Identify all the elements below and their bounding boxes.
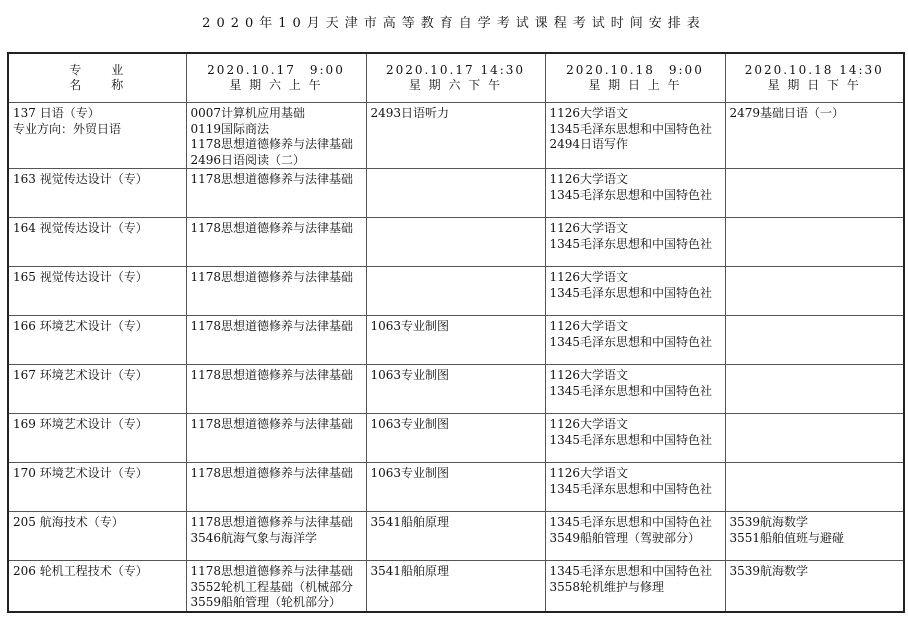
header-session-3 (545, 53, 725, 103)
session-day: 星 期 六 下 午 (408, 78, 503, 92)
major-name-line: 170 环境艺术设计（专） (13, 466, 148, 480)
major-cell (8, 169, 186, 218)
course-entry: 1345毛泽东思想和中国特色社 (549, 515, 713, 529)
course-entry: 1345毛泽东思想和中国特色社 (549, 564, 713, 578)
header-session-2 (366, 53, 545, 103)
course-entry: 1345毛泽东思想和中国特色社 (549, 121, 713, 136)
major-cell (8, 218, 186, 267)
course-entry: 2494日语写作 (549, 137, 629, 151)
course-entry: 2493日语听力 (370, 106, 450, 120)
major-name-line: 165 视觉传达设计（专） (13, 270, 148, 284)
session-4-cell (725, 267, 904, 316)
header-session-1 (186, 53, 366, 103)
table-row (8, 218, 904, 267)
major-cell (8, 267, 186, 316)
course-entry: 1063专业制图 (370, 417, 450, 431)
course-entry: 3552轮机工程基础（机械部分 (190, 579, 354, 594)
course-entry: 1126大学语文 (549, 106, 629, 120)
course-entry: 1126大学语文 (549, 417, 629, 431)
session-2-cell (366, 414, 545, 463)
session-1-cell (186, 316, 366, 365)
session-day: 星 期 日 上 午 (588, 78, 682, 92)
course-entry: 1345毛泽东思想和中国特色社 (549, 285, 713, 300)
major-cell (8, 365, 186, 414)
course-entry: 3551船舶值班与避碰 (729, 530, 845, 545)
table-row (8, 561, 904, 612)
course-entry: 1178思想道德修养与法律基础 (190, 564, 354, 578)
session-4-cell (725, 365, 904, 414)
session-1-cell (186, 218, 366, 267)
course-entry: 1178思想道德修养与法律基础 (190, 319, 354, 333)
table-row (8, 512, 904, 561)
course-entry: 3558轮机维护与修理 (549, 579, 665, 594)
major-name-line: 167 环境艺术设计（专） (13, 368, 148, 382)
session-4-cell (725, 512, 904, 561)
session-2-cell (366, 512, 545, 561)
major-cell (8, 316, 186, 365)
course-entry: 0007计算机应用基础 (190, 106, 306, 120)
major-cell (8, 463, 186, 512)
table-row (8, 365, 904, 414)
session-1-cell (186, 169, 366, 218)
session-1-cell (186, 561, 366, 612)
major-cell (8, 512, 186, 561)
major-name-line: 166 环境艺术设计（专） (13, 319, 148, 333)
session-4-cell (725, 169, 904, 218)
course-entry: 1126大学语文 (549, 466, 629, 480)
session-date: 2020.10.17 14:30 (385, 62, 526, 77)
session-2-cell (366, 316, 545, 365)
course-entry: 1345毛泽东思想和中国特色社 (549, 432, 713, 447)
major-name-line: 163 视觉传达设计（专） (13, 172, 148, 186)
table-row (8, 267, 904, 316)
session-date: 2020.10.18 14:30 (744, 62, 884, 77)
session-2-cell (366, 169, 545, 218)
session-1-cell (186, 365, 366, 414)
header-major-line2: 名 称 (69, 78, 126, 92)
session-1-cell (186, 463, 366, 512)
session-2-cell (366, 365, 545, 414)
table-row (8, 414, 904, 463)
course-entry: 1178思想道德修养与法律基础 (190, 417, 354, 431)
schedule-body (8, 103, 904, 612)
session-date: 2020.10.18 9:00 (566, 62, 704, 77)
course-entry: 1178思想道德修养与法律基础 (190, 221, 354, 235)
major-name-line: 专业方向：外贸日语 (13, 121, 122, 136)
major-name-line: 169 环境艺术设计（专） (13, 417, 148, 431)
course-entry: 1345毛泽东思想和中国特色社 (549, 334, 713, 349)
session-day: 星 期 日 下 午 (767, 78, 861, 92)
course-entry: 1178思想道德修养与法律基础 (190, 172, 354, 186)
major-name-line: 137 日语（专） (13, 106, 100, 120)
course-entry: 1178思想道德修养与法律基础 (190, 466, 354, 480)
course-entry: 3549船舶管理（驾驶部分） (549, 530, 701, 545)
session-2-cell (366, 103, 545, 169)
header-row (8, 53, 904, 103)
session-3-cell (545, 365, 725, 414)
course-entry: 3541船舶原理 (370, 515, 450, 529)
session-4-cell (725, 414, 904, 463)
course-entry: 1126大学语文 (549, 319, 629, 333)
course-entry: 3541船舶原理 (370, 564, 450, 578)
major-name-line: 164 视觉传达设计（专） (13, 221, 148, 235)
header-major-line1: 专 业 (69, 62, 126, 77)
session-3-cell (545, 267, 725, 316)
course-entry: 1126大学语文 (549, 368, 629, 382)
table-row (8, 316, 904, 365)
course-entry: 1178思想道德修养与法律基础 (190, 515, 354, 529)
course-entry: 2479基础日语（一） (729, 106, 845, 120)
session-day: 星 期 六 上 午 (229, 78, 323, 92)
course-entry: 1178思想道德修养与法律基础 (190, 270, 354, 284)
course-entry: 0119国际商法 (190, 121, 270, 136)
course-entry: 1126大学语文 (549, 221, 629, 235)
course-entry: 1063专业制图 (370, 368, 450, 382)
header-session-4 (725, 53, 904, 103)
major-cell (8, 561, 186, 612)
table-row (8, 463, 904, 512)
session-3-cell (545, 316, 725, 365)
course-entry: 1345毛泽东思想和中国特色社 (549, 481, 713, 496)
session-1-cell (186, 103, 366, 169)
course-entry: 1178思想道德修养与法律基础 (190, 368, 354, 382)
page-title: 2020年10月天津市高等教育自学考试课程考试时间安排表 (202, 16, 706, 31)
major-name-line: 205 航海技术（专） (13, 515, 124, 529)
course-entry: 1345毛泽东思想和中国特色社 (549, 187, 713, 202)
session-2-cell (366, 463, 545, 512)
session-1-cell (186, 512, 366, 561)
session-2-cell (366, 267, 545, 316)
session-3-cell (545, 218, 725, 267)
session-2-cell (366, 218, 545, 267)
header-major (8, 53, 186, 103)
session-4-cell (725, 561, 904, 612)
session-3-cell (545, 512, 725, 561)
course-entry: 1345毛泽东思想和中国特色社 (549, 236, 713, 251)
session-4-cell (725, 316, 904, 365)
session-3-cell (545, 169, 725, 218)
session-3-cell (545, 414, 725, 463)
course-entry: 1345毛泽东思想和中国特色社 (549, 383, 713, 398)
table-row (8, 169, 904, 218)
session-1-cell (186, 267, 366, 316)
course-entry: 1126大学语文 (549, 172, 629, 186)
course-entry: 1063专业制图 (370, 319, 450, 333)
major-name-line: 206 轮机工程技术（专） (13, 564, 148, 578)
session-2-cell (366, 561, 545, 612)
session-3-cell (545, 103, 725, 169)
session-date: 2020.10.17 9:00 (207, 62, 345, 77)
course-entry: 2496日语阅读（二） (190, 152, 306, 167)
session-4-cell (725, 463, 904, 512)
session-3-cell (545, 463, 725, 512)
major-cell (8, 414, 186, 463)
course-entry: 3539航海数学 (729, 564, 809, 578)
exam-schedule-table (7, 52, 905, 613)
session-3-cell (545, 561, 725, 612)
course-entry: 1126大学语文 (549, 270, 629, 284)
course-entry: 3546航海气象与海洋学 (190, 530, 318, 545)
course-entry: 1178思想道德修养与法律基础 (190, 137, 354, 151)
course-entry: 3559船舶管理（轮机部分） (190, 595, 342, 609)
session-4-cell (725, 103, 904, 169)
session-1-cell (186, 414, 366, 463)
major-cell (8, 103, 186, 169)
course-entry: 3539航海数学 (729, 515, 809, 529)
session-4-cell (725, 218, 904, 267)
table-row (8, 103, 904, 169)
course-entry: 1063专业制图 (370, 466, 450, 480)
